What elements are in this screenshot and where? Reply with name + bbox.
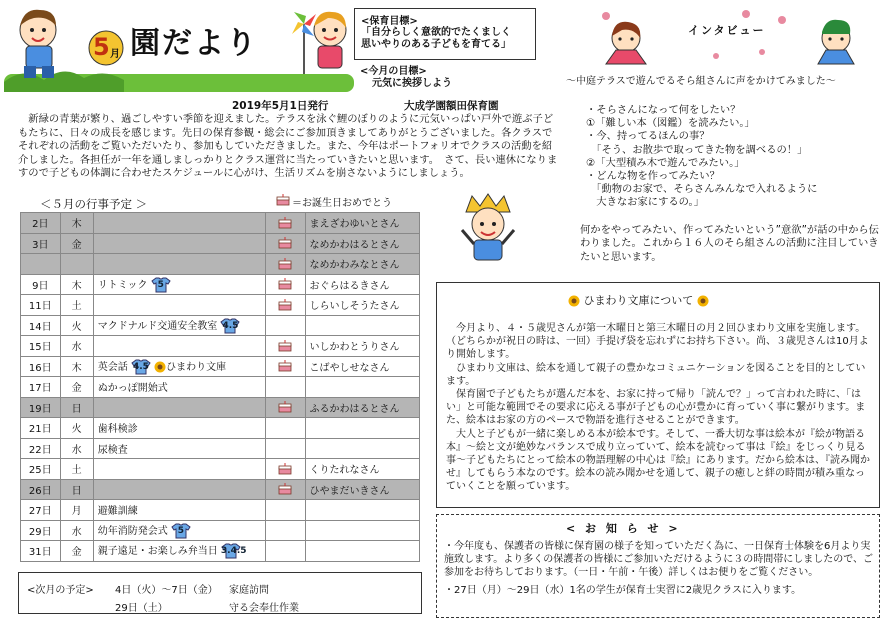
cake-icon (278, 483, 292, 495)
row-date (21, 254, 61, 275)
row-weekday: 木 (60, 274, 93, 295)
cake-icon (278, 299, 292, 311)
row-birthday-name: くりたれなさん (305, 459, 419, 480)
row-cake (265, 356, 305, 377)
row-cake (265, 520, 305, 541)
row-date: 2日 (21, 213, 61, 234)
row-weekday: 日 (60, 397, 93, 418)
row-date: 3日 (21, 233, 61, 254)
month-number: 5 (93, 33, 110, 61)
schedule-title: ＜５月の行事予定 ＞ (40, 197, 148, 211)
schedule-row (21, 274, 420, 295)
row-birthday-name (305, 541, 419, 562)
row-weekday: 水 (60, 520, 93, 541)
library-title-wrap (568, 292, 709, 308)
cake-icon (278, 463, 292, 475)
interview-title: インタビュー (688, 24, 766, 37)
sunflower-icon (568, 295, 580, 307)
row-event (93, 418, 265, 439)
row-birthday-name (305, 500, 419, 521)
row-event (93, 541, 265, 562)
schedule-row (21, 397, 420, 418)
row-date: 27日 (21, 500, 61, 521)
row-weekday: 火 (60, 418, 93, 439)
event-text: 歯科検診 (97, 424, 138, 436)
schedule-row (21, 541, 420, 562)
event-text: 親子遠足・お楽しみ弁当日 (97, 546, 218, 558)
tshirt-icon (131, 359, 151, 375)
row-event (93, 500, 265, 521)
row-event (93, 233, 265, 254)
tshirt-icon (171, 523, 191, 539)
row-birthday-name (305, 315, 419, 336)
cake-icon (278, 360, 292, 372)
row-event (93, 315, 265, 336)
cake-icon (278, 237, 292, 249)
row-birthday-name: しらいしそうたさん (305, 295, 419, 316)
class-badge: 5 (157, 279, 164, 290)
row-weekday: 月 (60, 500, 93, 521)
schedule-row (21, 336, 420, 357)
row-weekday: 日 (60, 479, 93, 500)
row-date: 15日 (21, 336, 61, 357)
row-event (93, 479, 265, 500)
row-weekday: 木 (60, 356, 93, 377)
schedule-row (21, 356, 420, 377)
row-date: 26日 (21, 479, 61, 500)
goal-line-2: 思いやりのある子どもを育てる」 (361, 39, 511, 50)
row-event (93, 397, 265, 418)
event-text: リトミック (97, 279, 148, 291)
next-month-date-1: 4日（火）～7日（金） (115, 585, 218, 596)
row-cake (265, 254, 305, 275)
row-weekday: 火 (60, 315, 93, 336)
schedule-row (21, 500, 420, 521)
cake-icon (278, 258, 292, 270)
cake-icon (278, 217, 292, 229)
row-cake (265, 418, 305, 439)
library-paragraph: 今月より、４・５歳児さんが第一木曜日と第三木曜日の月２回ひまわり文庫を実施します。（どちらかが祝日の時は、一回）手提げ袋を忘れずにお持ち下さい。尚、３歳児さんは10月より開始します。 (446, 323, 869, 361)
goal-line-1: 「自分らしく意欲的でたくましく (361, 27, 511, 38)
next-month-event-2: 守る会奉仕作業 (229, 603, 299, 614)
interview-line: ①「難しい本（図鑑）を読みたい。」 (586, 117, 755, 130)
row-birthday-name (305, 418, 419, 439)
interview-subtitle: ～中庭テラスで遊んでるそら組さんに声をかけてみました～ (566, 76, 836, 87)
schedule-row (21, 315, 420, 336)
row-cake (265, 397, 305, 418)
schedule-row (21, 377, 420, 398)
row-birthday-name (305, 520, 419, 541)
row-weekday: 水 (60, 336, 93, 357)
row-cake (265, 377, 305, 398)
row-date: 22日 (21, 438, 61, 459)
row-cake (265, 438, 305, 459)
pinwheel-icon (292, 12, 316, 74)
row-weekday: 木 (60, 213, 93, 234)
next-month-label: <次月の予定> (27, 585, 94, 596)
event-text: ぬかっぽ開始式 (97, 383, 168, 395)
row-birthday-name (305, 377, 419, 398)
next-month-event-1: 家庭訪問 (229, 585, 269, 596)
schedule-row (21, 520, 420, 541)
row-event (93, 213, 265, 234)
today-goal-heading: <今月の目標> (360, 66, 427, 77)
goal-heading: <保育目標> (361, 16, 418, 27)
schedule-row (21, 418, 420, 439)
event-text: 幼年消防発会式 (97, 525, 168, 537)
row-weekday: 水 (60, 438, 93, 459)
row-event (93, 274, 265, 295)
row-weekday (60, 254, 93, 275)
child-illustration-left (20, 10, 56, 78)
schedule-row (21, 479, 420, 500)
class-badge: 5 (177, 525, 185, 536)
row-event (93, 438, 265, 459)
schedule-row (21, 213, 420, 234)
intro-text: 新緑の青葉が繁り、過ごしやすい季節を迎えました。テラスを泳ぐ鯉のぼりのように元気いっぱい戸外で遊ぶ子どもたちに、日々の成長を感じます。先日の保育参観・総会にご参加頂きましてありがとうございました。各クラスでそれぞれの活動をご覧いただいたり、参加もしていただきました。また、今年はポートフォリオでクラスの活動を紹介しました。各担任が一年を通しましっかりとクラス運営に当たっていきたいと思います。 さて、長い連休になりますので子どもの体調に合わせたスケジュールに心がけ、生活リズムを崩さないようにしましょう。 (18, 113, 558, 179)
interview-body (586, 104, 886, 210)
row-date: 21日 (21, 418, 61, 439)
row-birthday-name: こばやしせなさん (305, 356, 419, 377)
today-goal (360, 66, 452, 90)
row-cake (265, 274, 305, 295)
interview-summary: 何かをやってみたい、作ってみたいという”意欲”が話の中から伝わりました。これから１６人のそら組さんの活動に注目していきたいと思います。 (580, 224, 879, 263)
row-date: 31日 (21, 541, 61, 562)
publication-date: 2019年5月1日発行 (232, 100, 329, 112)
row-cake (265, 315, 305, 336)
row-event (93, 459, 265, 480)
schedule-row (21, 459, 420, 480)
tshirt-icon (220, 543, 247, 559)
next-month-box (18, 572, 422, 614)
row-birthday-name (305, 438, 419, 459)
row-date: 29日 (21, 520, 61, 541)
interview-line: ②「大型積み木で遊んでみたい。」 (586, 156, 745, 169)
child-illustration-center (456, 190, 520, 270)
child-illustration-right (314, 12, 346, 68)
goal-box (354, 8, 536, 60)
row-cake (265, 233, 305, 254)
row-weekday: 金 (60, 377, 93, 398)
row-birthday-name: まえざわゆいとさん (305, 213, 419, 234)
row-date: 11日 (21, 295, 61, 316)
tshirt-icon (220, 318, 240, 334)
class-badge: 3.4.5 (220, 546, 247, 557)
interview-line: 「そう、お散歩で取ってきた物を調べるの！」 (586, 143, 808, 156)
next-month-date-2: 29日（土） (115, 603, 168, 614)
interview-line: ・どんな物を作ってみたい？ (586, 170, 720, 183)
row-date: 16日 (21, 356, 61, 377)
schedule-row (21, 438, 420, 459)
birthday-note: ＝お誕生日おめでとう (292, 198, 392, 209)
notice-paragraph: ・今年度も、保護者の皆様に保育園の様子を知っていただく為に、一日保育士体験を6月より実施致します。より多くの保護者の皆様にご参加いただけるように３の時間帯にしましたので、ご参加をお待ちしております。（一日・午前・午後）詳しくはお便りをご覧ください。 (444, 541, 873, 579)
row-birthday-name: いしかわとうりさん (305, 336, 419, 357)
interview-line: 「動物のお家で、そらさんみんなで入れるように (586, 183, 818, 196)
publisher-name: 大成学園額田保育園 (404, 100, 499, 112)
row-date: 14日 (21, 315, 61, 336)
row-date: 9日 (21, 274, 61, 295)
row-event (93, 295, 265, 316)
row-birthday-name: なめかわみなとさん (305, 254, 419, 275)
cake-icon (278, 278, 292, 290)
row-date: 17日 (21, 377, 61, 398)
cake-icon (278, 401, 292, 413)
month-suffix: 月 (110, 49, 120, 60)
row-birthday-name: おぐらはるきさん (305, 274, 419, 295)
row-weekday: 金 (60, 233, 93, 254)
notice-paragraph: ・27日（月）～29日（水）1名の学生が保育士実習に2歳児クラスに入ります。 (444, 584, 802, 596)
schedule-table (20, 212, 420, 562)
row-cake (265, 541, 305, 562)
today-goal-text: 元気に挨拶しよう (372, 78, 452, 89)
interview-line: ・今、持ってるほんの事？ (586, 130, 710, 143)
schedule-row (21, 254, 420, 275)
event-text: 避難訓練 (97, 506, 138, 518)
row-cake (265, 500, 305, 521)
event-text: マクドナルド交通安全教室 (97, 320, 218, 332)
row-event (93, 254, 265, 275)
row-weekday: 土 (60, 459, 93, 480)
row-cake (265, 479, 305, 500)
class-badge: 4.5 (222, 320, 239, 331)
row-weekday: 金 (60, 541, 93, 562)
tshirt-icon (151, 277, 171, 293)
library-body (446, 322, 874, 494)
library-paragraph: 大人と子どもが一緒に楽しめる本が絵本です。そして、一番大切な事は絵本が『絵が物語る本』～絵と文が絶妙なバランスで成り立っていて、絵本を読むって事は『絵』をじっくり見る事～子どもたちにとって絵本の物語理解の中心は『絵』にあります。だから絵本は、『読み聞かせ』してもらう本なのです。絵本の読み聞かせを通して、親子の癒しと絆の時間が積み重なっていくことを願っています。 (446, 428, 870, 493)
schedule-row (21, 295, 420, 316)
sunflower-icon (697, 295, 709, 307)
library-paragraph: ひまわり文庫は、絵本を通して親子の豊かなコミュニケーションを図ることを目的としています。 (446, 362, 866, 387)
row-event (93, 356, 265, 377)
interview-line: 大きなお家にするの。」 (586, 196, 704, 209)
class-badge: 4.5 (132, 361, 149, 372)
event-extra: ひまわり文庫 (166, 361, 227, 373)
library-paragraph: 保育園で子どもたちが選んだ本を、お家に持って帰り「読んで？」って言われた時に、「はい」と可能な範囲でその要求に応える事が子どもの心が豊かに育っていく事に繋がります。また、絵本はお家の方のペースで物語を進行させることができます。 (446, 389, 866, 427)
row-birthday-name: ふるかわはるとさん (305, 397, 419, 418)
event-text: 尿検査 (97, 444, 128, 456)
event-text: 英会話 (97, 361, 128, 373)
cake-icon (276, 194, 290, 206)
notice-title: < お 知 ら せ > (566, 522, 681, 535)
row-date: 25日 (21, 459, 61, 480)
sunflower-icon (154, 361, 166, 373)
cake-icon (278, 340, 292, 352)
row-cake (265, 336, 305, 357)
row-birthday-name: なめかわはるとさん (305, 233, 419, 254)
row-date: 19日 (21, 397, 61, 418)
row-weekday: 土 (60, 295, 93, 316)
row-cake (265, 213, 305, 234)
row-cake (265, 459, 305, 480)
library-title: ひまわり文庫について (583, 294, 694, 307)
row-event (93, 520, 265, 541)
notice-body (444, 540, 874, 597)
schedule-row (21, 233, 420, 254)
page-title: 園だより (130, 26, 258, 61)
interview-line: ・そらさんになって何をしたい？ (586, 104, 741, 116)
row-event (93, 377, 265, 398)
row-event (93, 336, 265, 357)
row-cake (265, 295, 305, 316)
row-birthday-name: ひやまだいきさん (305, 479, 419, 500)
